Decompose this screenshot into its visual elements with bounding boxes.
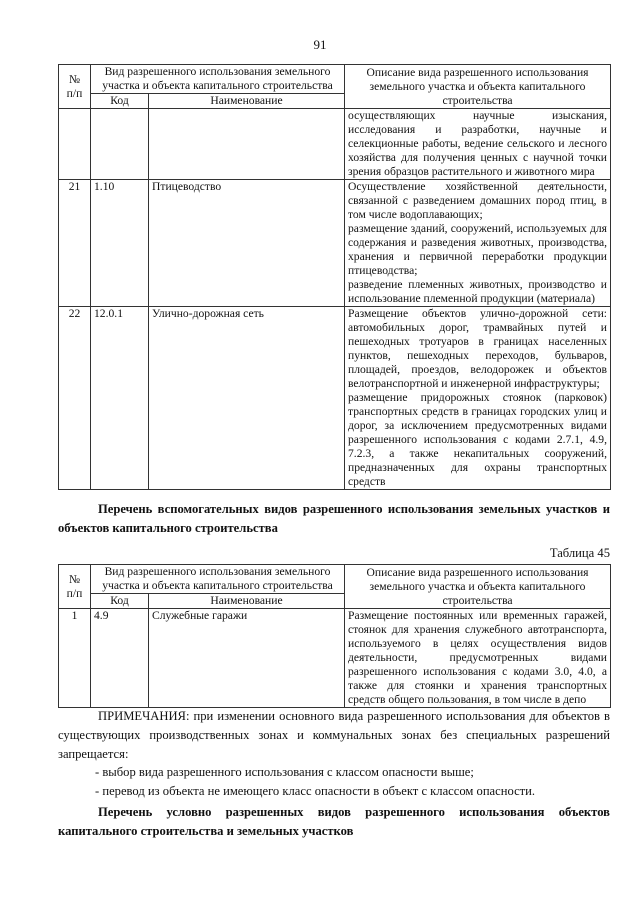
- row-description: Осуществление хозяйственной деятельности, связанной с разведением домашних пород птиц, в том числе водоплавающих; размещение зданий, сооружений, используемых для содержания и разведения животных, производства, хранения и первичной переработки продукции птицеводства; разведение племенных животных, производство и использование племенной продукции (материала): [345, 180, 611, 307]
- row-number: 21: [59, 180, 91, 307]
- row-description: Размещение объектов улично-дорожной сети: автомобильных дорог, трамвайных путей и пешеходных тротуаров в границах населенных пунктов, пешеходных переходов, бульваров, площадей, проездов, велодорожек и объектов велотранспортной и инженерной инфраструктуры; размещение придорожных стоянок (парковок) транспортных средств в границах городских улиц и дорог, за исключением предусмотренных видами разрешенного использования с кодами 2.7.1, 4.9, 7.2.3, а также некапитальных сооружений, предназначенных для охраны транспортных средств: [345, 307, 611, 490]
- permitted-uses-table: [58, 64, 611, 490]
- note-item: - выбор вида разрешенного использования с классом опасности выше;: [95, 765, 474, 779]
- col-header-use-type: Вид разрешенного использования земельного участка и объекта капитального строительства: [91, 565, 345, 594]
- table-row: [59, 109, 611, 180]
- table-row: [59, 180, 611, 307]
- row-name: Улично-дорожная сеть: [149, 307, 345, 490]
- col-header-code: Код: [91, 594, 149, 609]
- row-number: [59, 109, 91, 180]
- col-header-use-type: Вид разрешенного использования земельного участка и объекта капитального строительства: [91, 65, 345, 94]
- row-code: [91, 109, 149, 180]
- row-code: 4.9: [91, 609, 149, 708]
- col-header-description: Описание вида разрешенного использования земельного участка и объекта капитального строительства: [345, 65, 611, 109]
- row-code: 1.10: [91, 180, 149, 307]
- col-header-no: № п/п: [59, 565, 91, 609]
- page-number: 91: [313, 37, 327, 52]
- row-name: [149, 109, 345, 180]
- col-header-no: № п/п: [59, 65, 91, 109]
- row-name: Служебные гаражи: [149, 609, 345, 708]
- note-item: - перевод из объекта не имеющего класс опасности в объект с классом опасности.: [95, 784, 536, 798]
- heading-conditional-uses: Перечень условно разрешенных видов разрешенного использования объектов капитального строительства и земельных участков: [58, 805, 610, 838]
- notes-intro: ПРИМЕЧАНИЯ: при изменении основного вида разрешенного использования для объектов в существующих производственных зонах и коммунальных зонах без специальных разрешений запрещается:: [58, 709, 610, 761]
- auxiliary-uses-table: [58, 564, 611, 708]
- col-header-description: Описание вида разрешенного использования земельного участка и объекта капитального строительства: [345, 565, 611, 609]
- col-header-name: Наименование: [149, 594, 345, 609]
- row-number: 22: [59, 307, 91, 490]
- row-number: 1: [59, 609, 91, 708]
- heading-auxiliary-uses: Перечень вспомогательных видов разрешенного использования земельных участков и объектов капитального строительства: [58, 502, 610, 535]
- table-caption: Таблица 45: [549, 546, 610, 560]
- col-header-code: Код: [91, 94, 149, 109]
- table-row: [59, 609, 611, 708]
- col-header-name: Наименование: [149, 94, 345, 109]
- row-name: Птицеводство: [149, 180, 345, 307]
- row-code: 12.0.1: [91, 307, 149, 490]
- table-row: [59, 307, 611, 490]
- row-description: осуществляющих научные изыскания, исследования и разработки, научные и селекционные работы, ведение сельского и лесного хозяйства для получения ценных с научной точки зрения образцов растительного и животного мира: [345, 109, 611, 180]
- row-description: Размещение постоянных или временных гаражей, стоянок для хранения служебного автотранспорта, используемого в целях осуществления видов деятельности, предусмотренных видами разрешенного использования с кодами 3.0, 4.0, а также для стоянки и хранения транспортных средств общего пользования, в том числе в депо: [345, 609, 611, 708]
